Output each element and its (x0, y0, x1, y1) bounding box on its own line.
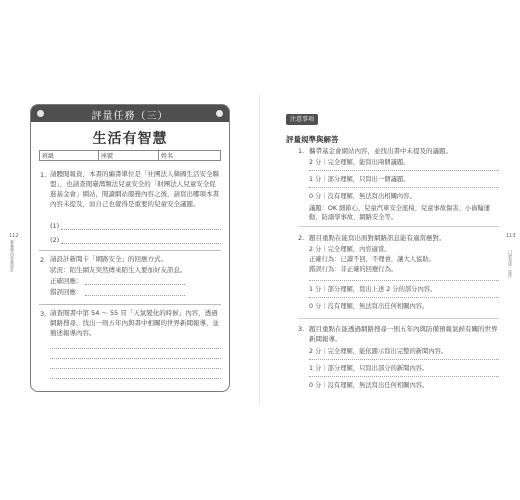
correct-response-line[interactable] (85, 284, 185, 285)
rubric-2-number: 2. (298, 234, 305, 242)
question-3-number: 3. (40, 310, 47, 318)
correct-response-label: 正確回應： (50, 277, 83, 285)
answer-line[interactable] (50, 348, 221, 349)
answer-1-label: (1) (50, 222, 60, 230)
answer-line[interactable] (50, 358, 221, 359)
rubric-1-number: 1. (298, 147, 305, 155)
rubric-3-score-2: 2 分｜完全理解，能依題示寫出完整的新聞內容。 (309, 348, 448, 355)
wrong-response-line[interactable] (85, 295, 185, 296)
class-field[interactable]: 班級 (39, 150, 99, 161)
student-info-row (39, 150, 221, 162)
left-side-strip: 素養導向評量設計 (10, 240, 15, 272)
name-field[interactable]: 姓名 (159, 150, 221, 161)
separator (309, 187, 499, 188)
left-page-number: 112 (9, 233, 19, 239)
rubric-2-correct: 正確行為：已讀不回，不理會，讓大人協助。 (309, 256, 435, 263)
rubric-1-score-2: 2 分｜完全理解，能寫出兩個議題。 (309, 159, 410, 166)
notes-tag: 注意事項 (286, 114, 318, 125)
question-2-situation: 狀況：陌生網友突然傳來陌生人要加好友訊息。 (50, 266, 187, 274)
answer-line[interactable] (50, 378, 221, 379)
rubric-heading: 評量規準與解答 (286, 135, 339, 144)
rubric-2-wrong: 錯誤行為：非正確的回應行為。 (309, 266, 398, 273)
question-1-text: 請體閱報資，本書的編書單位是「社團法人韓國生活安全聯盟」，也請查閱臺灣類法兒童安全的「財團法人兒童安全促進基金會」網站，閱讀網站服務內容之後，請寫出哪項本書內容未提及，而自己也覺得是重要的兒童安全議題。 (50, 170, 219, 208)
rubric-1-example: 議題：OK 細節心、兒童汽車安全座椅、兒童事故傷害、小齒輪運動、防溺學事故、網路安全等。 (309, 205, 491, 221)
question-2-number: 2. (40, 256, 47, 264)
rubric-2-score-1: 1 分｜部分理解，寫出上述 2 分的部分內容。 (309, 286, 437, 293)
answer-line[interactable] (50, 368, 221, 369)
rubric-1-score-0: 0 分｜沒有理解，無法寫出相關內容。 (309, 193, 416, 200)
worksheet-card (30, 104, 230, 392)
answer-1-line[interactable] (61, 229, 221, 230)
seat-number-field[interactable]: 座號 (99, 150, 159, 161)
divider (39, 250, 221, 251)
gutter (259, 95, 260, 405)
separator (309, 170, 499, 171)
section-divider (298, 318, 499, 319)
card-header (31, 105, 229, 122)
rubric-2-score-0: 0 分｜沒有理解，無法寫出任何相關內容。 (309, 303, 429, 310)
worksheet-title: 生活有智慧 (92, 131, 168, 147)
rubric-3-score-0: 0 分｜沒有理解，無法寫出任何相關內容。 (309, 382, 429, 389)
wrong-response-label: 錯誤回應： (50, 288, 83, 296)
rubric-2-text: 題目重點在能寫出面對網路訊息能有適當應對。 (309, 234, 446, 242)
question-1-number: 1. (40, 171, 47, 179)
answer-2-label: (2) (50, 236, 60, 244)
separator (309, 359, 499, 360)
section-divider (298, 226, 499, 227)
right-side-strip: 口語表達・寫作 (508, 250, 513, 278)
rubric-3-score-1: 1 分｜部分理解，只寫出部分的新聞內容。 (309, 365, 429, 372)
rubric-2-score-2: 2 分｜完全理解，內容適當。 (309, 246, 391, 253)
rubric-3-number: 3. (298, 325, 305, 333)
question-2-prompt: 請設計新聞卡「網路安全」的回應方式。 (50, 255, 167, 263)
card-header-title: 評量任務（三） (91, 111, 169, 122)
rubric-1-text: 攜帶基金會網站內容，並找出書中未提及的議題。 (309, 147, 452, 155)
divider (39, 304, 221, 305)
answer-2-line[interactable] (61, 243, 221, 244)
separator (309, 376, 499, 377)
rubric-1-score-1: 1 分｜部分理解，只寫出一個議題。 (309, 176, 410, 183)
question-3-text: 請查閱書中第 54 ～ 55 頁「天氣變化的時候」內容，透過網路搜尋，找出一則五年內與書中相關的世界新聞報導，並簡述報導內容。 (50, 309, 219, 337)
rubric-3-text: 題目重點在能透過網路搜尋一則五年內與防備預報氣候有關的世界新聞報導。 (309, 325, 498, 343)
separator (309, 297, 499, 298)
separator (309, 280, 499, 281)
right-page-number: 113 (506, 233, 516, 239)
